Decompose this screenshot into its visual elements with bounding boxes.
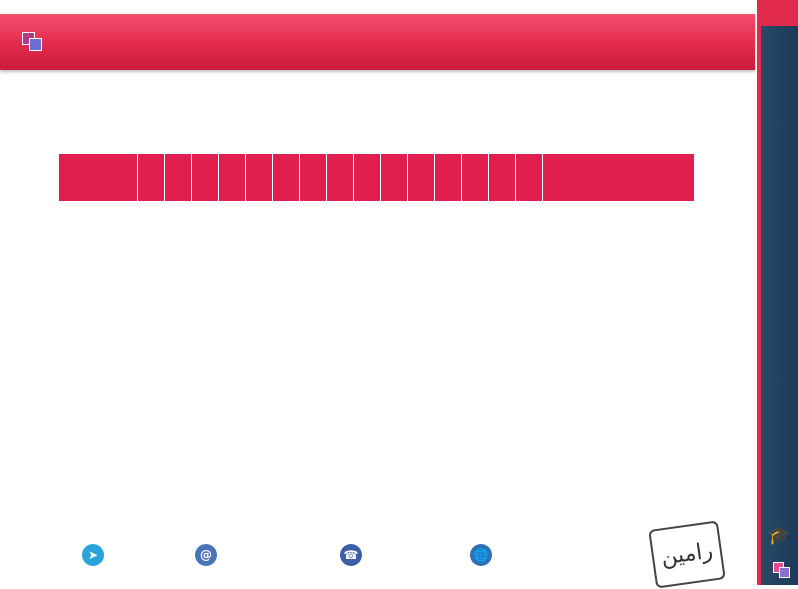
title-bar <box>0 14 755 70</box>
phone-icon: ☎ <box>340 544 362 566</box>
squares-icon <box>773 562 791 578</box>
graduation-cap-icon: 🎓 <box>767 525 791 546</box>
email-icon: @ <box>195 544 217 566</box>
footer-email[interactable] <box>195 540 222 570</box>
footer-phone[interactable] <box>340 540 367 570</box>
globe-icon: 🌐 <box>470 544 492 566</box>
telegram-icon: ➤ <box>82 544 104 566</box>
budget-table <box>58 153 695 202</box>
footer-telegram[interactable] <box>82 540 109 570</box>
header-importance <box>59 154 138 202</box>
squares-icon <box>22 32 48 52</box>
header-sum <box>138 154 165 202</box>
logo-signature: رامین <box>648 520 726 588</box>
header-topic <box>543 154 695 202</box>
table-header-row <box>59 154 695 202</box>
footer-website[interactable] <box>470 540 497 570</box>
right-sidebar <box>757 0 798 585</box>
